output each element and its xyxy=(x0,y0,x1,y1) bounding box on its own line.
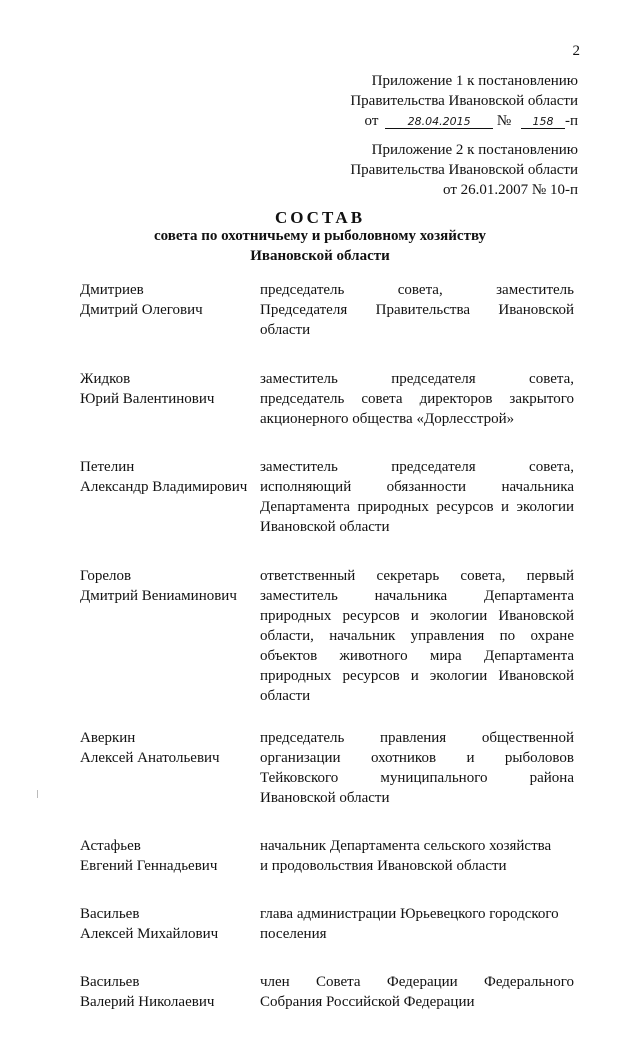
number-suffix: -п xyxy=(564,113,578,129)
handwritten-number: 158 xyxy=(532,115,554,128)
member-given-names: Валерий Николаевич xyxy=(80,994,215,1010)
member-name xyxy=(80,728,260,808)
appendix-1-block xyxy=(350,71,578,131)
appendix-1-date-line xyxy=(350,111,578,131)
member-name xyxy=(80,457,260,537)
role-line: Председателя Правительства Ивановской xyxy=(260,302,574,318)
member-given-names: Алексей Анатольевич xyxy=(80,750,220,766)
member-role xyxy=(260,904,574,944)
member-surname: Васильев xyxy=(80,974,140,990)
page-number: 2 xyxy=(572,43,580,59)
role-line: председатель совета, заместитель xyxy=(260,282,574,298)
member-surname: Петелин xyxy=(80,459,135,475)
role-line: природных ресурсов и экологии Ивановской xyxy=(260,608,574,624)
member-name xyxy=(80,369,260,429)
appendix-1-line2: Правительства Ивановской области xyxy=(350,93,578,109)
member-surname: Астафьев xyxy=(80,838,141,854)
member-name xyxy=(80,566,260,706)
handwritten-date: 28.04.2015 xyxy=(407,115,471,128)
role-line: заместитель председателя совета, xyxy=(260,459,574,475)
member-role xyxy=(260,369,574,429)
appendix-2-line2: Правительства Ивановской области xyxy=(350,162,578,178)
member-surname: Аверкин xyxy=(80,730,136,746)
member-name xyxy=(80,904,260,944)
role-line: природных ресурсов и экологии Ивановской xyxy=(260,668,574,684)
member-surname: Васильев xyxy=(80,906,140,922)
date-field xyxy=(385,111,493,129)
subtitle-line2: Ивановской области xyxy=(250,248,390,264)
role-line: ответственный секретарь совета, первый xyxy=(260,568,574,584)
role-line: глава администрации Юрьевецкого городского xyxy=(260,906,559,922)
number-label: № xyxy=(496,113,512,129)
role-line: области xyxy=(260,322,311,338)
member-entry xyxy=(80,728,574,808)
number-field xyxy=(521,111,565,129)
member-entry xyxy=(80,836,574,876)
member-role xyxy=(260,972,574,1012)
role-line: организации охотников и рыболовов xyxy=(260,750,574,766)
member-given-names: Александр Владимирович xyxy=(80,479,248,495)
member-entry xyxy=(80,457,574,537)
member-role xyxy=(260,566,574,706)
member-entry xyxy=(80,369,574,429)
role-line: области xyxy=(260,688,311,704)
member-role xyxy=(260,836,574,876)
role-line: акционерного общества «Дорлесстрой» xyxy=(260,411,515,427)
member-role xyxy=(260,728,574,808)
member-entry xyxy=(80,566,574,706)
document-subtitle xyxy=(0,226,640,266)
role-line: исполняющий обязанности начальника xyxy=(260,479,574,495)
role-line: области, начальник управления по охране xyxy=(260,628,574,644)
member-given-names: Дмитрий Вениаминович xyxy=(80,588,237,604)
member-given-names: Евгений Геннадьевич xyxy=(80,858,218,874)
appendix-1-line1: Приложение 1 к постановлению xyxy=(371,73,578,89)
role-line: член Совета Федерации Федерального xyxy=(260,974,574,990)
role-line: и продовольствия Ивановской области xyxy=(260,858,507,874)
role-line: начальник Департамента сельского хозяйства xyxy=(260,838,552,854)
role-line: Ивановской области xyxy=(260,790,390,806)
role-line: председатель совета директоров закрытого xyxy=(260,391,574,407)
from-label: от xyxy=(364,113,379,129)
role-line: Тейковского муниципального района xyxy=(260,770,574,786)
member-surname: Дмитриев xyxy=(80,282,144,298)
role-line: Собрания Российской Федерации xyxy=(260,994,475,1010)
appendix-2-line3: от 26.01.2007 № 10-п xyxy=(443,182,578,198)
member-name xyxy=(80,972,260,1012)
member-role xyxy=(260,457,574,537)
members-list xyxy=(80,280,574,1040)
member-surname: Жидков xyxy=(80,371,131,387)
subtitle-line1: совета по охотничьему и рыболовному хозяйству xyxy=(153,228,487,244)
member-name xyxy=(80,836,260,876)
appendix-2-block xyxy=(350,140,578,200)
member-role xyxy=(260,280,574,340)
member-entry xyxy=(80,280,574,340)
scan-artifact xyxy=(37,790,38,798)
member-entry xyxy=(80,972,574,1012)
role-line: поселения xyxy=(260,926,327,942)
role-line: председатель правления общественной xyxy=(260,730,574,746)
role-line: заместитель начальника Департамента xyxy=(260,588,574,604)
member-given-names: Дмитрий Олегович xyxy=(80,302,203,318)
member-name xyxy=(80,280,260,340)
member-given-names: Юрий Валентинович xyxy=(80,391,215,407)
role-line: заместитель председателя совета, xyxy=(260,371,574,387)
appendix-2-line1: Приложение 2 к постановлению xyxy=(371,142,578,158)
member-entry xyxy=(80,904,574,944)
document-title: СОСТАВ xyxy=(274,208,366,227)
role-line: Ивановской области xyxy=(260,519,390,535)
role-line: объектов животного мира Департамента xyxy=(260,648,574,664)
role-line: Департамента природных ресурсов и экологии xyxy=(260,499,574,515)
member-surname: Горелов xyxy=(80,568,132,584)
member-given-names: Алексей Михайлович xyxy=(80,926,219,942)
